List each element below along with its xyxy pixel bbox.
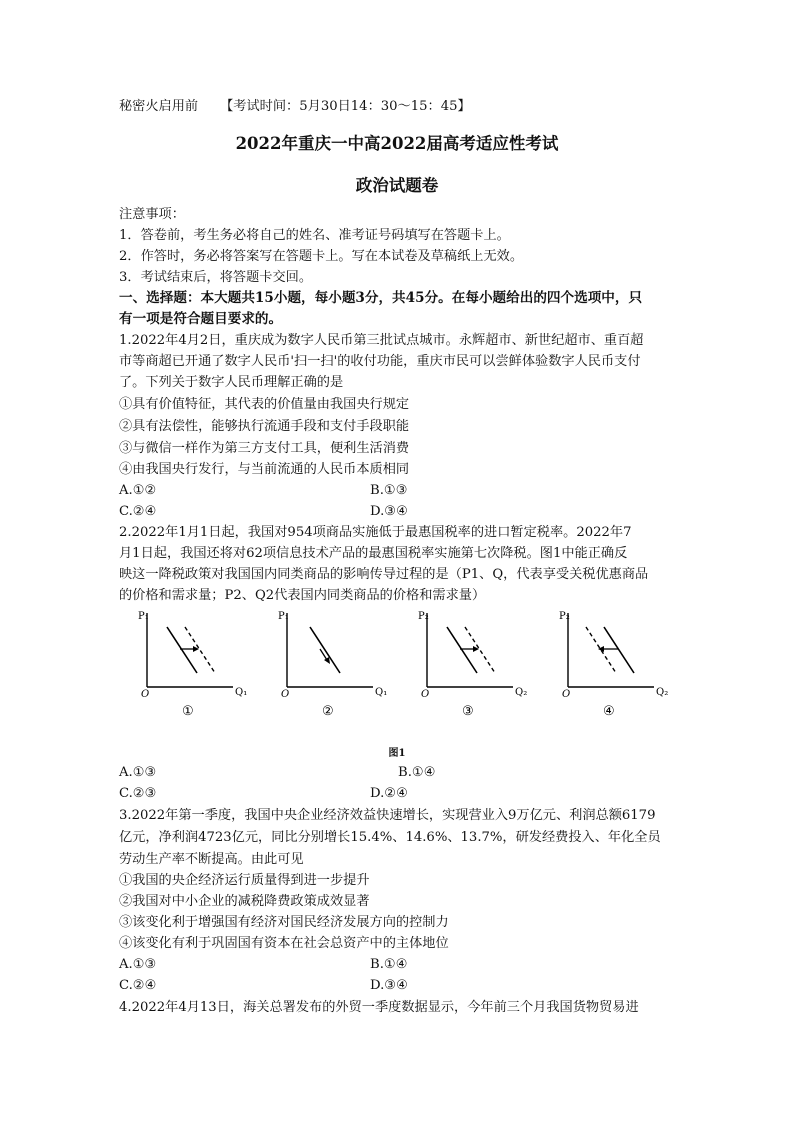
section-heading: 一、选择题：本大题共15小题，每小题3分，共45分。在每小题给出的四个选项中，只 [119,290,643,306]
q3-option-c[interactable]: C.②④ [119,978,157,993]
q1-statement: ①具有价值特征，其代表的价值量由我国央行规定 [119,397,410,412]
graph-number: ② [322,704,334,719]
q1-stem-line: 1.2022年4月2日，重庆成为数字人民币第三批试点城市。永辉超市、新世纪超市、重百超 [119,333,644,348]
q3-stem-line: 3.2022年第一季度，我国中央企业经济效益快速增长，实现营业入9万亿元、利润总额6179 [119,808,656,823]
secret-label: 秘密火启用前 [119,99,199,114]
q1-statement: ④由我国央行发行，与当前流通的人民币本质相同 [119,462,410,477]
q1-option-d[interactable]: D.③④ [370,504,408,519]
axis-p-label: P₂ [559,611,570,622]
q3-statement: ③该变化利于增强国有经济对国民经济发展方向的控制力 [119,915,449,930]
graph-1 [125,605,275,720]
axis-q-label: Q₁ [235,687,248,698]
q2-option-c[interactable]: C.②③ [119,786,157,801]
figure-caption: 图1 [388,748,406,759]
axis-p-label: P₂ [418,611,429,622]
q1-stem-line: 市等商超已开通了数字人民币'扫一扫'的收付功能，重庆市民可以尝鲜体验数字人民币支付 [119,354,641,369]
q1-option-b[interactable]: B.①③ [370,483,408,498]
q1-option-a[interactable]: A.①② [119,483,157,498]
q3-statement: ②我国对中小企业的减税降费政策成效显著 [119,894,370,909]
q2-stem-line: 月1日起，我国还将对62项信息技术产品的最惠国税率实施第七次降税。图1中能正确反 [119,546,628,561]
q3-option-b[interactable]: B.①④ [370,957,408,972]
page-title: 2022年重庆一中高2022届高考适应性考试 [235,134,559,153]
graph-2 [265,605,415,720]
graph-number: ③ [462,704,474,719]
notes-heading: 注意事项： [119,207,185,222]
header-line [119,96,471,117]
q2-stem-line: 2.2022年1月1日起，我国对954项商品实施低于最惠国税率的进口暂定税率。2022年7 [119,525,632,540]
q2-option-d[interactable]: D.②④ [370,786,408,801]
exam-time: 【考试时间：5月30日14：30～15：45】 [220,99,471,114]
q1-statement: ②具有法偿性，能够执行流通手段和支付手段职能 [119,419,410,434]
q3-statement: ④该变化有利于巩固国有资本在社会总资产中的主体地位 [119,936,449,951]
note-item: 2．作答时，务必将答案写在答题卡上。写在本试卷及草稿纸上无效。 [119,249,524,264]
q3-option-a[interactable]: A.①③ [119,957,157,972]
q1-statement: ③与微信一样作为第三方支付工具，便利生活消费 [119,441,410,456]
q3-stem-line: 亿元，净利润4723亿元，同比分别增长15.4%、14.6%、13.7%，研发经费投入、年化全员 [119,830,661,845]
q2-stem-line: 映这一降税政策对我国国内同类商品的影响传导过程的是（P1、Q，代表享受关税优惠商品 [119,567,649,582]
q3-statement: ①我国的央企经济运行质量得到进一步提升 [119,873,370,888]
axis-q-label: Q₁ [375,687,388,698]
graph-3 [405,605,555,720]
q3-stem-line: 劳动生产率不断提高。由此可见 [119,852,304,867]
graph-4 [546,605,696,720]
origin-label: O [421,689,430,700]
q2-option-a[interactable]: A.①③ [119,765,157,780]
origin-label: O [281,689,290,700]
graph-number: ④ [603,704,615,719]
axis-q-label: Q₂ [515,687,528,698]
q1-option-c[interactable]: C.②④ [119,504,157,519]
q3-option-d[interactable]: D.③④ [370,978,408,993]
note-item: 3．考试结束后，将答题卡交回。 [119,270,313,285]
section-heading-cont: 有一项是符合题目要求的。 [119,311,283,327]
origin-label: O [562,689,571,700]
q2-stem-line: 的价格和需求量；P2、Q2代表国内同类商品的价格和需求量） [119,588,486,603]
axis-q-label: Q₂ [656,687,669,698]
page-subtitle: 政治试题卷 [355,176,439,195]
axis-p-label: P₁ [278,611,289,622]
axis-p-label: P₁ [138,611,149,622]
graph-number: ① [182,704,194,719]
q2-option-b[interactable]: B.①④ [398,765,436,780]
note-item: 1．答卷前，考生务必将自己的姓名、准考证号码填写在答题卡上。 [119,228,510,243]
q4-stem-line: 4.2022年4月13日，海关总署发布的外贸一季度数据显示，今年前三个月我国货物贸易进 [119,1000,639,1015]
q1-stem-line: 了。下列关于数字人民币理解正确的是 [119,375,344,390]
origin-label: O [141,689,150,700]
